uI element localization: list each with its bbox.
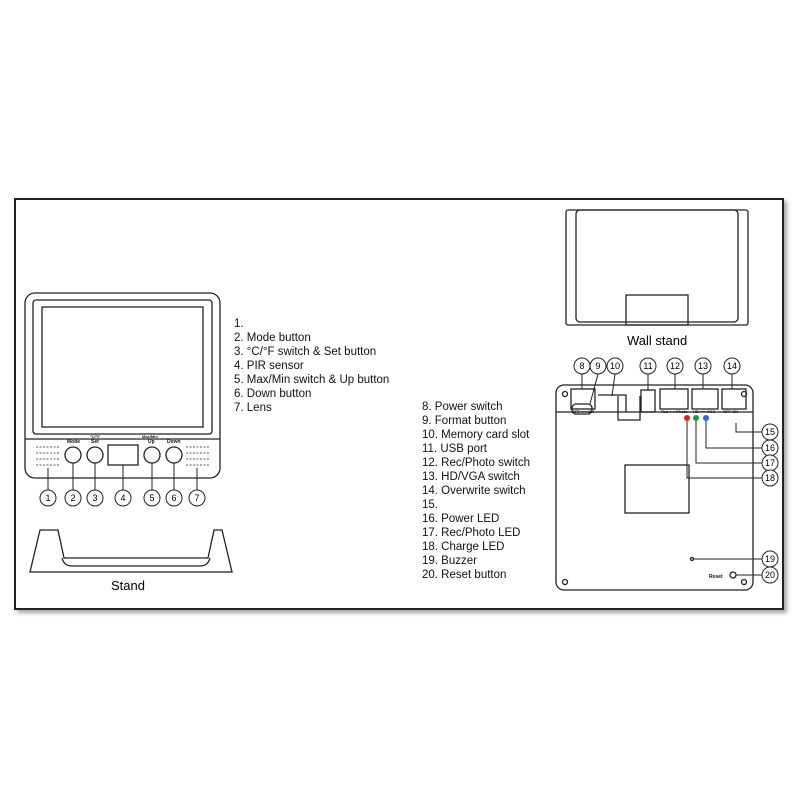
rec-photo-led xyxy=(693,415,699,421)
cf-label: °C/°F xyxy=(90,434,100,439)
svg-text:2: 2 xyxy=(70,493,76,503)
up-button xyxy=(144,447,160,463)
callout-6 xyxy=(166,490,182,506)
back-list-item: 12. Rec/Photo switch xyxy=(422,457,531,469)
wall-stand-caption: Wall stand xyxy=(627,333,688,348)
back-list-item: 10. Memory card slot xyxy=(422,429,530,441)
down-button xyxy=(166,447,182,463)
stand-caption: Stand xyxy=(111,578,145,593)
rec-photo-switch xyxy=(660,389,688,409)
back-list-item: 13. HD/VGA switch xyxy=(422,471,520,483)
svg-text:14: 14 xyxy=(726,361,738,371)
svg-text:3: 3 xyxy=(92,493,98,503)
front-list-item: 5. Max/Min switch & Up button xyxy=(234,374,390,386)
front-view xyxy=(25,293,220,478)
callout-8 xyxy=(574,358,590,374)
front-screen xyxy=(42,307,203,427)
power-switch-label: OFF ⟷ ON xyxy=(572,409,594,414)
back-list-item: 19. Buzzer xyxy=(422,555,477,567)
back-list-item: 16. Power LED xyxy=(422,513,500,525)
back-list-item: 8. Power switch xyxy=(422,401,503,413)
callout-5 xyxy=(144,490,160,506)
callout-11 xyxy=(640,358,656,374)
front-callouts xyxy=(40,490,205,506)
power-led xyxy=(703,415,709,421)
front-list-item: 4. PIR sensor xyxy=(234,360,304,372)
svg-text:10: 10 xyxy=(609,361,621,371)
svg-text:20: 20 xyxy=(764,570,776,580)
hd-vga-label: HD ⟷ VGA xyxy=(693,409,716,414)
back-switch-labels xyxy=(572,409,738,580)
svg-text:5: 5 xyxy=(149,493,155,503)
buzzer xyxy=(691,558,694,561)
front-list-item: 2. Mode button xyxy=(234,332,311,344)
callout-17 xyxy=(762,455,778,471)
callout-14 xyxy=(724,358,740,374)
back-leds xyxy=(684,415,709,421)
svg-text:9: 9 xyxy=(595,361,601,371)
callout-3 xyxy=(87,490,103,506)
svg-text:17: 17 xyxy=(764,458,776,468)
back-callouts xyxy=(574,358,778,583)
stand-drawing xyxy=(30,530,232,572)
pir-sensor xyxy=(108,445,138,465)
overwrite-label: OFF ON xyxy=(723,409,739,414)
svg-text:15: 15 xyxy=(764,427,776,437)
back-leaders xyxy=(582,374,762,575)
svg-text:4: 4 xyxy=(120,493,126,503)
front-parts-list xyxy=(234,317,389,415)
svg-text:19: 19 xyxy=(764,554,776,564)
svg-text:8: 8 xyxy=(579,361,585,371)
front-list-item: 3. °C/°F switch & Set button xyxy=(234,346,377,358)
svg-text:13: 13 xyxy=(697,361,709,371)
memory-card-slot xyxy=(598,395,626,412)
hd-vga-switch xyxy=(692,389,718,409)
back-label-area xyxy=(625,465,689,513)
front-bezel xyxy=(33,300,212,434)
set-button xyxy=(87,447,103,463)
front-list-item: 1. xyxy=(234,318,244,330)
front-leaders xyxy=(48,463,197,490)
front-body xyxy=(25,293,220,478)
callout-2 xyxy=(65,490,81,506)
back-list-item: 15. xyxy=(422,499,438,511)
mode-label: Mode xyxy=(67,439,81,445)
svg-text:12: 12 xyxy=(669,361,681,371)
back-list-item: 14. Overwrite switch xyxy=(422,485,526,497)
callout-15 xyxy=(762,424,778,440)
reset-button xyxy=(730,572,736,578)
callout-9 xyxy=(590,358,606,374)
front-list-item: 6. Down button xyxy=(234,388,312,400)
front-list-item: 7. Lens xyxy=(234,402,272,414)
svg-text:6: 6 xyxy=(171,493,177,503)
reset-label: Reset xyxy=(709,574,723,580)
maxmin-label: Max/Min xyxy=(142,434,158,439)
callout-16 xyxy=(762,440,778,456)
back-list-item: 11. USB port xyxy=(422,443,487,455)
svg-text:11: 11 xyxy=(643,361,653,371)
callout-13 xyxy=(695,358,711,374)
svg-text:1: 1 xyxy=(45,493,51,503)
up-label: Up xyxy=(148,439,155,445)
back-list-item: 9. Format button xyxy=(422,415,507,427)
rec-photo-label: Rec ⟷ Photo xyxy=(661,409,688,414)
down-label: Down xyxy=(167,439,181,445)
callout-19 xyxy=(762,551,778,567)
front-grille-right xyxy=(186,447,210,465)
mode-button xyxy=(65,447,81,463)
set-label: Set xyxy=(91,439,99,445)
callout-7 xyxy=(189,490,205,506)
back-parts-list xyxy=(422,400,530,582)
back-list-item: 17. Rec/Photo LED xyxy=(422,527,521,539)
usb-port xyxy=(641,390,655,412)
svg-text:7: 7 xyxy=(194,493,200,503)
callout-12 xyxy=(667,358,683,374)
callout-18 xyxy=(762,470,778,486)
wall-stand-drawing xyxy=(566,210,748,325)
svg-text:16: 16 xyxy=(764,443,776,453)
back-list-item: 20. Reset button xyxy=(422,569,507,581)
callout-20 xyxy=(762,567,778,583)
front-grille-left xyxy=(36,447,60,465)
callout-10 xyxy=(607,358,623,374)
callout-4 xyxy=(115,490,131,506)
back-list-item: 18. Charge LED xyxy=(422,541,505,553)
charge-led xyxy=(684,415,690,421)
svg-text:18: 18 xyxy=(764,473,776,483)
callout-1 xyxy=(40,490,56,506)
